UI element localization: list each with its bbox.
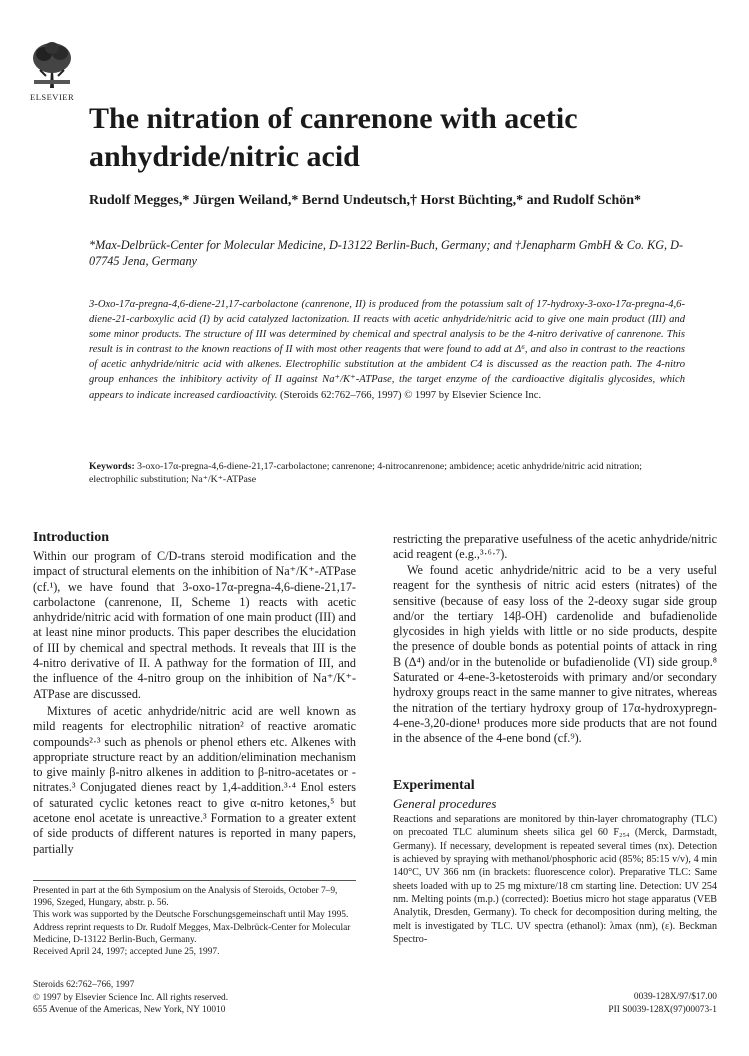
introduction-paragraph-2: Mixtures of acetic anhydride/nitric acid are well known as mild reagents for electrophilic nitration² of reactive aromatic compounds²·³ such as phenols or phenol ethers etc. Alkenes with appropriate structure react by an addition/elimination mechanism to give mainly β-nitro alkenes in addition to β-nitro-acetates or -nitrates.³ Conjugated dienes react by 1,4-addition.³·⁴ Enol esters of saturated cyclic ketones react to give α-nitro ketones,⁵ but acetone enol acetate is unreactive.³ Formation to a greater extent of side products of different natures is reported in many papers, partially <box>33 704 356 856</box>
elsevier-tree-logo <box>30 40 74 90</box>
footnote-divider <box>33 880 356 881</box>
author-list: Rudolf Megges,* Jürgen Weiland,* Bernd Undeutsch,† Horst Büchting,* and Rudolf Schön* <box>89 193 642 208</box>
copyright-line: © 1997 by Elsevier Science Inc. All rights reserved. <box>33 992 229 1003</box>
abstract-citation: (Steroids 62:762–766, 1997) © 1997 by Elsevier Science Inc. <box>280 389 542 401</box>
right-column-paragraph-2: We found acetic anhydride/nitric acid to be a very useful reagent for the synthesis of nitric acid esters (nitrates) of the sensitive (because of easy loss of the 2-deoxy sugar side group and/or the tertiary 14β-OH) cardenolide and bufadienolide glycosides in high yields with little or no side products, despite the presence of double bonds as potential points of attack in ring B (Δ⁴) and/or in the butenolide or bufadienolide (VI) side group.⁸ Saturated or 4-ene-3-ketosteroids with primary and/or secondary hydroxy groups react in the same manner to give nitrates, whereas the nitration of the tertiary hydroxy group of 17α-hydroxypregn-4-ene-3,20-dione¹ produces more side products that are not found in the absence of the 4-ene bond (cf.⁹). <box>393 563 717 746</box>
experimental-heading: Experimental <box>393 778 475 793</box>
experimental-paragraph: Reactions and separations are monitored by thin-layer chromatography (TLC) on precoated TLC aluminum sheets silica gel 60 F₂₅₄ (Merck, Darmstadt, Germany). If necessary, development is repeated several times (nx). Detection is achieved by spraying with methanol/phosphoric acid (85%; 85:15 v/v), 4 min 140°C, UV 366 nm (in brackets: fluorescence color). Preparative TLC: Same sheets loaded with up to 25 mg mixture/18 cm starting line. Detection: UV 254 nm. Melting points (m.p.) (corrected): Boetius micro hot stage apparatus (VEB Analytik, Dresden, Germany). To check for decomposition during melting, the melt is investigated by TLC. UV spectra (ethanol): λmax (nm), (ε). Beckman Spectro- <box>393 814 717 946</box>
pii-line: PII S0039-128X(97)00073-1 <box>608 1004 717 1015</box>
keywords-text: 3-oxo-17α-pregna-4,6-diene-21,17-carbolactone; canrenone; 4-nitrocanrenone; ambidence; acetic anhydride/nitric acid nitration; electrophilic substitution; Na⁺/K⁺-ATPase <box>89 461 642 485</box>
footnote: Presented in part at the 6th Symposium on the Analysis of Steroids, October 7–9, 1996, Szeged, Hungary, abstr. p. 56. <box>33 886 338 909</box>
footnote: This work was supported by the Deutsche Forschungsgemeinschaft until May 1995. <box>33 910 349 921</box>
journal-reference: Steroids 62:762–766, 1997 <box>33 980 135 990</box>
abstract-text: 3-Oxo-17α-pregna-4,6-diene-21,17-carbolactone (canrenone, II) is produced from the potassium salt of 17-hydroxy-3-oxo-17α-pregna-4,6-diene-21-carboxylic acid (I) by acid catalyzed lactonization. II reacts with acetic anhydride/nitric acid to give one main product (III) and some minor products. The structure of III was determined by chemical and spectral analysis to be the 4-nitro derivative of canrenone. This result is in contrast to the known reactions of II with most other reagents that were found to add at Δ⁶, and also in contrast to the reactions of acetic anhydride/nitric acid with alkenes. Electrophilic substitution at the ambident C4 is discussed as the reaction path. The 4-nitro group enhances the inhibitory activity of II against Na⁺/K⁺-ATPase, the target enzyme of the cardioactive digitalis glycosides, which appears to indicate increased cardioactivity. <box>89 299 685 401</box>
footer-right <box>500 991 717 1016</box>
issn-line: 0039-128X/97/$17.00 <box>633 992 717 1002</box>
right-column-paragraph-1: restricting the preparative usefulness of the acetic anhydride/nitric acid reagent (e.g.,³·⁶·⁷). <box>393 532 717 562</box>
paper-title: The nitration of canrenone with acetic anhydride/nitric acid <box>89 102 578 173</box>
abstract <box>89 297 685 403</box>
introduction-paragraph-1: Within our program of C/D-trans steroid modification and the impact of structural elements on the inhibition of Na⁺/K⁺-ATPase (cf.¹), we have found that 3-oxo-17α-pregna-4,6-diene-21,17-carbolactone (canrenone, II, Scheme 1) reacts with acetic anhydride/nitric acid with formation of one main product (III) and at least nine minor products. This paper describes the elucidation of III by chemical and spectral methods. It reveals that III is the 4-nitro derivative of II. A pathway for the formation of III, and the influence of the 4-nitro group on the inhibition of Na⁺/K⁺-ATPase are discussed. <box>33 549 356 701</box>
publisher-name: ELSEVIER <box>30 92 75 102</box>
footer-left <box>33 979 228 1017</box>
footnote: Address reprint requests to Dr. Rudolf Megges, Max-Delbrück-Center for Molecular Medicine, D-13122 Berlin-Buch, Germany. <box>33 922 351 945</box>
footnotes <box>33 885 356 958</box>
keywords-label: Keywords: <box>89 461 135 472</box>
introduction-heading: Introduction <box>33 530 109 545</box>
publisher-address: 655 Avenue of the Americas, New York, NY 10010 <box>33 1005 226 1016</box>
keywords <box>89 461 689 486</box>
affiliation: *Max-Delbrück-Center for Molecular Medicine, D-13122 Berlin-Buch, Germany; and †Jenapharm GmbH & Co. KG, D-07745 Jena, Germany <box>89 238 684 268</box>
footnote: Received April 24, 1997; accepted June 25, 1997. <box>33 947 220 958</box>
general-procedures-subheading: General procedures <box>393 796 497 811</box>
